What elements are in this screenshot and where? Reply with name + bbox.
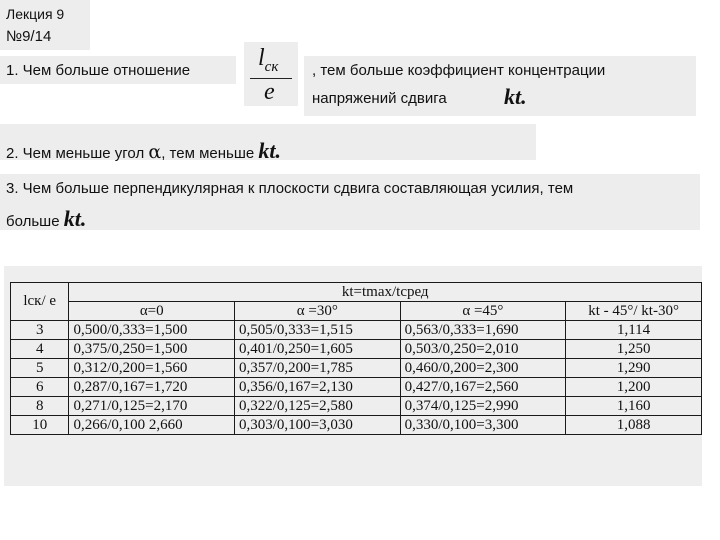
- kt-ratio-cell: 1,200: [566, 378, 702, 397]
- alpha0-cell: 0,312/0,200=1,560: [69, 359, 235, 378]
- kt-table: [10, 282, 702, 435]
- header-group: kt=tmax/tсред: [69, 283, 702, 302]
- row-ratio-cell: 5: [11, 359, 69, 378]
- kt-ratio-cell: 1,290: [566, 359, 702, 378]
- alpha45-cell: 0,374/0,125=2,990: [400, 397, 566, 416]
- item2-box: [0, 124, 536, 163]
- lecture-label: [0, 0, 90, 50]
- alpha45-cell: 0,427/0,167=2,560: [400, 378, 566, 397]
- lecture-title: Лекция 9: [6, 6, 65, 22]
- alpha30-cell: 0,357/0,200=1,785: [235, 359, 401, 378]
- alpha30-cell: 0,322/0,125=2,580: [235, 397, 401, 416]
- item1-start-box: [0, 56, 236, 84]
- item2-kt-symbol: kt.: [258, 138, 282, 163]
- alpha45-cell: 0,503/0,250=2,010: [400, 340, 566, 359]
- item3-line1: 3. Чем больше перпендикулярная к плоскости сдвига составляющая усилия, тем: [6, 180, 574, 197]
- alpha0-cell: 0,287/0,167=1,720: [69, 378, 235, 397]
- kt-ratio-cell: 1,088: [566, 416, 702, 435]
- row-ratio-cell: 8: [11, 397, 69, 416]
- alpha30-cell: 0,303/0,100=3,030: [235, 416, 401, 435]
- alpha30-cell: 0,401/0,250=1,605: [235, 340, 401, 359]
- item2-start: 2. Чем меньше угол: [6, 145, 145, 162]
- row-ratio-cell: 4: [11, 340, 69, 359]
- table-row: [11, 378, 702, 397]
- table-row: [11, 397, 702, 416]
- header-alpha-45: α =45°: [400, 302, 566, 321]
- alpha45-cell: 0,460/0,200=2,300: [400, 359, 566, 378]
- fraction-denominator: e: [264, 79, 275, 105]
- alpha30-cell: 0,505/0,333=1,515: [235, 321, 401, 340]
- item1-end-box: [304, 56, 696, 116]
- kt-ratio-cell: 1,114: [566, 321, 702, 340]
- alpha0-cell: 0,266/0,100 2,660: [69, 416, 235, 435]
- item1-end-line1: , тем больше коэффициент концентрации: [312, 62, 606, 79]
- item1-end-line2: напряжений сдвига: [312, 90, 447, 107]
- header-ratio-45-30: kt - 45°/ kt-30°: [566, 302, 702, 321]
- table-image: [4, 266, 702, 486]
- kt-ratio-cell: 1,160: [566, 397, 702, 416]
- alpha45-cell: 0,330/0,100=3,300: [400, 416, 566, 435]
- alpha0-cell: 0,271/0,125=2,170: [69, 397, 235, 416]
- item2-text: [6, 138, 281, 164]
- alpha45-cell: 0,563/0,333=1,690: [400, 321, 566, 340]
- item1-kt-symbol: kt.: [504, 84, 527, 109]
- row-ratio-cell: 3: [11, 321, 69, 340]
- alpha0-cell: 0,375/0,250=1,500: [69, 340, 235, 359]
- item3-line2: больше kt.: [6, 206, 87, 231]
- table-row: [11, 416, 702, 435]
- ratio-fraction: [244, 42, 298, 106]
- table-row: [11, 359, 702, 378]
- table-row: [11, 321, 702, 340]
- alpha30-cell: 0,356/0,167=2,130: [235, 378, 401, 397]
- row-ratio-cell: 10: [11, 416, 69, 435]
- header-alpha-0: α=0: [69, 302, 235, 321]
- alpha-symbol: α: [148, 141, 162, 163]
- lecture-number: №9/14: [6, 28, 52, 45]
- item3-kt-symbol: kt.: [63, 206, 87, 231]
- item2-middle: , тем меньше: [161, 145, 255, 162]
- item3-box: [0, 174, 700, 230]
- table-row: [11, 340, 702, 359]
- alpha0-cell: 0,500/0,333=1,500: [69, 321, 235, 340]
- item1-start-text: 1. Чем больше отношение: [6, 62, 191, 79]
- header-ratio: lск/ e: [11, 283, 69, 321]
- row-ratio-cell: 6: [11, 378, 69, 397]
- fraction-numerator: $l_{ск}$: [258, 45, 279, 75]
- header-alpha-30: α =30°: [235, 302, 401, 321]
- kt-ratio-cell: 1,250: [566, 340, 702, 359]
